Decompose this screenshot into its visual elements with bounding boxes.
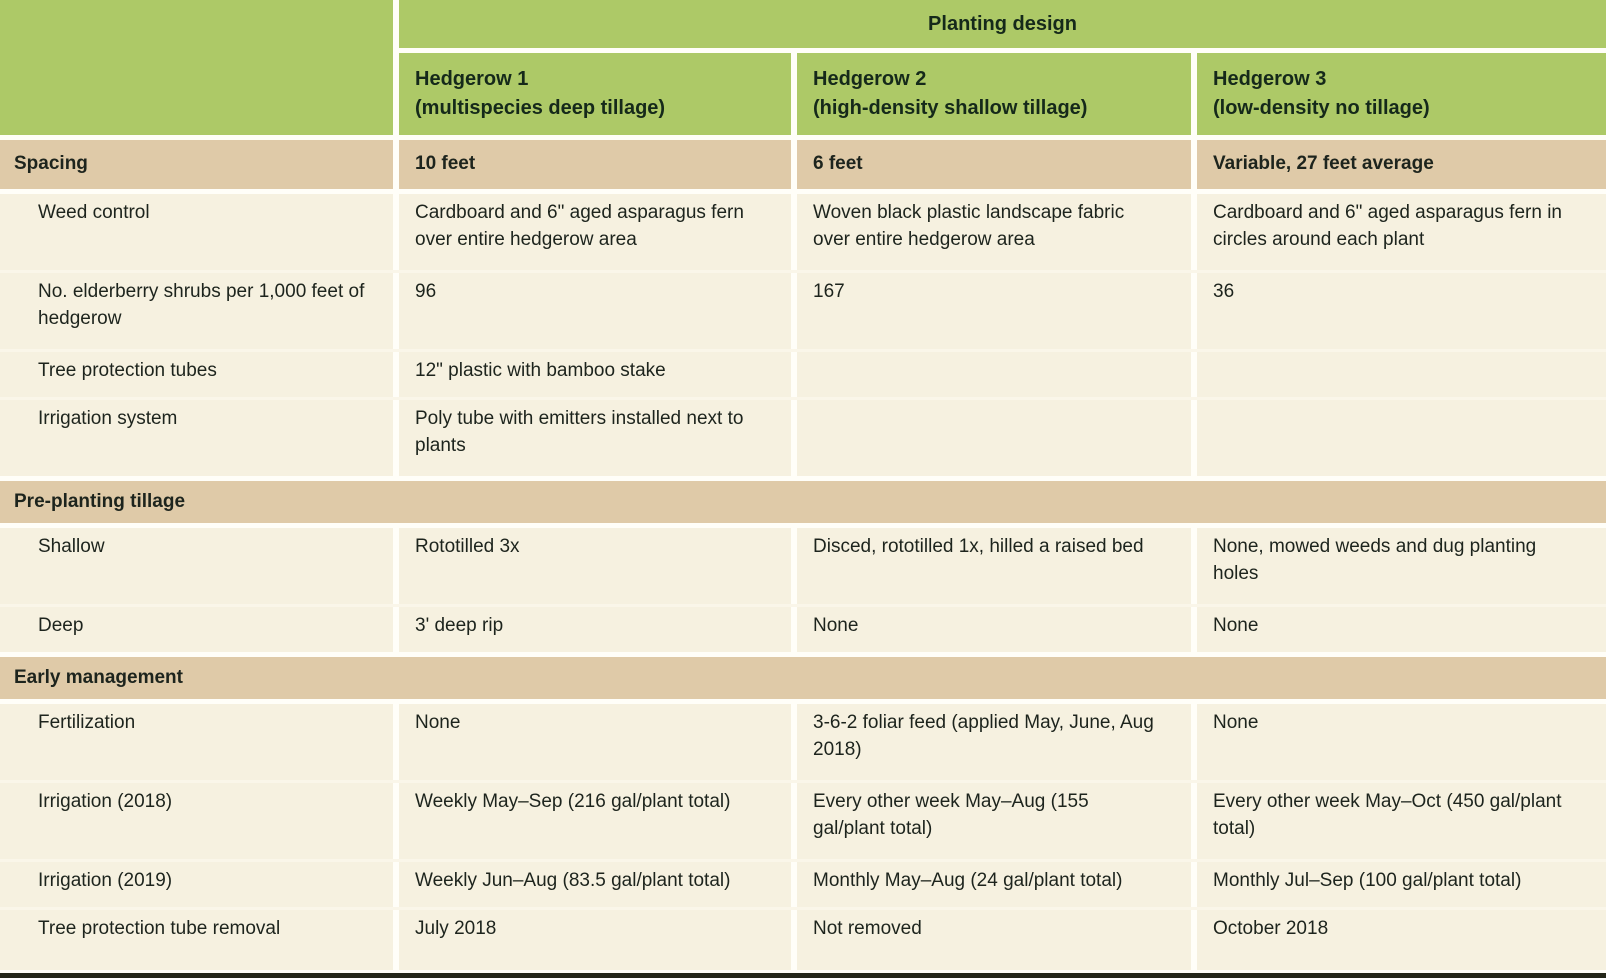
cell-value: 3-6-2 foliar feed (applied May, June, Aug 2018): [797, 704, 1191, 780]
cell-value: Cardboard and 6" aged asparagus fern in circles around each plant: [1197, 194, 1606, 270]
cell-value: Cardboard and 6" aged asparagus fern over entire hedgerow area: [399, 194, 791, 270]
cell-value: Monthly May–Aug (24 gal/plant total): [797, 862, 1191, 907]
row-label: Irrigation (2018): [0, 783, 393, 859]
column-title: Hedgerow 2: [813, 68, 927, 90]
cell-value: None: [399, 704, 791, 780]
cell-value: [1197, 352, 1606, 397]
table-row-elderberry-shrubs: [0, 270, 1606, 349]
column-header-hedgerow-3: [1197, 53, 1606, 135]
cell-value: Poly tube with emitters installed next to plants: [399, 400, 791, 476]
cell-value: Every other week May–Oct (450 gal/plant total): [1197, 783, 1606, 859]
table-row-shallow: [0, 528, 1606, 604]
column-subtitle: (high-density shallow tillage): [813, 97, 1088, 119]
cell-value: 10 feet: [399, 140, 791, 189]
cell-value: Disced, rototilled 1x, hilled a raised bed: [797, 528, 1191, 604]
section-label: Pre-planting tillage: [14, 491, 186, 512]
cell-value: 96: [399, 273, 791, 349]
section-label: Early management: [14, 667, 183, 688]
cell-value: Rototilled 3x: [399, 528, 791, 604]
cell-value: July 2018: [399, 910, 791, 970]
cell-value: Weekly May–Sep (216 gal/plant total): [399, 783, 791, 859]
table-row-irrigation-2018: [0, 780, 1606, 859]
row-label: Shallow: [0, 528, 393, 604]
table-row-weed-control: [0, 194, 1606, 270]
column-header-hedgerow-2: [797, 53, 1191, 135]
cell-value: Variable, 27 feet average: [1197, 140, 1606, 189]
row-label: Weed control: [0, 194, 393, 270]
row-label: Tree protection tubes: [0, 352, 393, 397]
table-row-deep: [0, 604, 1606, 652]
table-row-fertilization: [0, 704, 1606, 780]
group-header-planting-design: [399, 0, 1606, 48]
column-subtitle: (multispecies deep tillage): [415, 97, 666, 119]
table-corner-cell: [0, 0, 393, 135]
cell-value: Woven black plastic landscape fabric over entire hedgerow area: [797, 194, 1191, 270]
table-header: [0, 0, 1606, 135]
cell-value: 167: [797, 273, 1191, 349]
cell-value: October 2018: [1197, 910, 1606, 970]
column-title: Hedgerow 1: [415, 68, 529, 90]
cell-value: None, mowed weeds and dug planting holes: [1197, 528, 1606, 604]
cell-value: None: [797, 607, 1191, 652]
cell-value: None: [1197, 704, 1606, 780]
row-label: No. elderberry shrubs per 1,000 feet of hedgerow: [0, 273, 393, 349]
row-label: Tree protection tube removal: [0, 910, 393, 970]
cell-value: Weekly Jun–Aug (83.5 gal/plant total): [399, 862, 791, 907]
table-row-irrigation-system: [0, 397, 1606, 476]
cell-value: Not removed: [797, 910, 1191, 970]
cell-value: None: [1197, 607, 1606, 652]
cell-value: Every other week May–Aug (155 gal/plant total): [797, 783, 1191, 859]
column-title: Hedgerow 3: [1213, 68, 1327, 90]
row-label: Irrigation system: [0, 400, 393, 476]
table-bottom-border: [0, 973, 1606, 978]
cell-value: [797, 400, 1191, 476]
row-label: Spacing: [0, 140, 393, 189]
cell-value: 12" plastic with bamboo stake: [399, 352, 791, 397]
column-header-hedgerow-1: [399, 53, 791, 135]
cell-value: 3' deep rip: [399, 607, 791, 652]
table-row-tube-removal: [0, 907, 1606, 970]
row-label: Deep: [0, 607, 393, 652]
row-label: Irrigation (2019): [0, 862, 393, 907]
cell-value: 6 feet: [797, 140, 1191, 189]
table-row-spacing: [0, 140, 1606, 189]
cell-value: 36: [1197, 273, 1606, 349]
section-header-pre-planting-tillage: [0, 481, 1606, 523]
cell-value: Monthly Jul–Sep (100 gal/plant total): [1197, 862, 1606, 907]
cell-value: [797, 352, 1191, 397]
table-row-irrigation-2019: [0, 859, 1606, 907]
group-header-label: Planting design: [928, 12, 1077, 35]
cell-value: [1197, 400, 1606, 476]
table-row-tree-protection-tubes: [0, 349, 1606, 397]
row-label: Fertilization: [0, 704, 393, 780]
column-subtitle: (low-density no tillage): [1213, 97, 1430, 119]
section-header-early-management: [0, 657, 1606, 699]
